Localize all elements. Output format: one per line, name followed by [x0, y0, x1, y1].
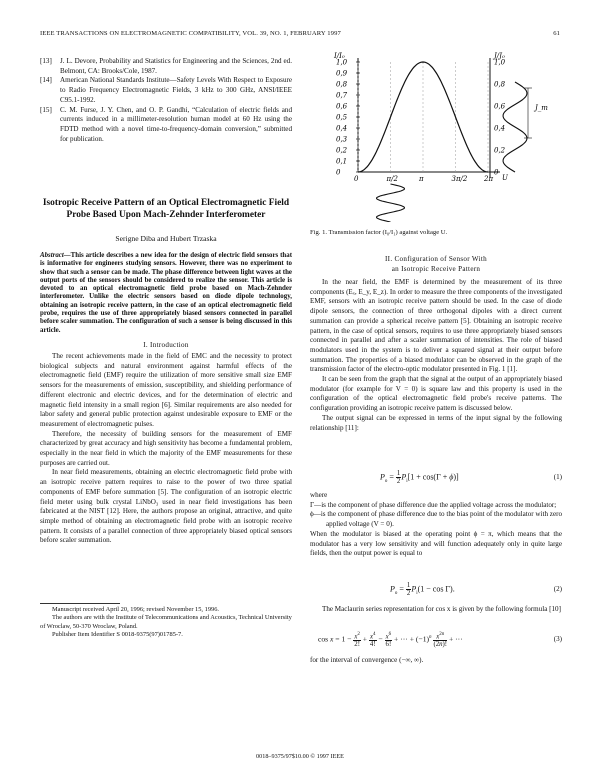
footnote-rule [40, 603, 120, 604]
left-tick-label: 0 [336, 168, 341, 177]
equation-number: (3) [553, 635, 562, 643]
where-block [310, 491, 562, 559]
right-tick-label: 0,8 [494, 80, 506, 89]
definition-gamma: Γ—is the component of phase difference due the applied voltage across the modulator; [310, 500, 557, 509]
section2-paragraph: When the modulator is biased at the operating point ϕ = π, which means that the modulator has a very low sensitivity and will function adequately only in quite large fields, then the output power is equal to [310, 529, 562, 558]
x-tick-label: 3π/2 [451, 175, 468, 183]
section-heading-line: an Isotropic Receive Pattern [391, 264, 481, 273]
equation-number: (1) [553, 473, 562, 481]
paper-title: Isotropic Receive Pattern of an Optical Electromagnetic Field Probe Based Upon Mach-Zehnder Interferometer [42, 198, 290, 220]
x-tick-labels [354, 175, 493, 183]
references-list [40, 57, 292, 144]
x-tick-label: 0 [354, 175, 359, 183]
left-tick-labels [336, 59, 360, 177]
left-axis-label: I/I₀ [334, 52, 345, 60]
reference-number: [14] [40, 76, 52, 85]
abstract [40, 252, 292, 335]
section2-paragraph: It can be seen from the graph that the signal at the output of an appropriately biased modulator (for example for V = 0) is square law and this property is used in the configuration of the optical electromagnetic field probe's receive patterns. The configuration providing an isotropic receive pattern is discussed below. [310, 375, 562, 413]
reference-item [40, 57, 292, 76]
section2-paragraph: for the interval of convergence (−∞, ∞). [310, 656, 424, 664]
right-mid-label: J_m [535, 104, 548, 112]
left-tick-label: 0,1 [336, 157, 348, 166]
section2-body [310, 278, 562, 433]
footnote [40, 606, 292, 640]
section2-paragraph: In the near field, the EMF is determined by the measurement of its three components (Eₓ, E_y, E_z). In order to measure the three components of the investigated EMF, sensors with an isotropic receive pattern should be used. In the case of diode dipole sensors, the connection of three orthogonal dipoles with a direct current summation can provide a spherical receive pattern [5]. Obtaining an isotropic receive pattern, in the case of optical sensors, requires to use three appropriately biased sensors connected in parallel and after a scaler summation of intensities. The role of biased modulators used in the system is to deliver a squared signal at their output before summation. The properties of a biased modulator can be observed in the graph of the transmission factor of the electro-optic modulator presented in Fig. 1 [1]. [310, 278, 562, 374]
page-number: 61 [553, 30, 560, 37]
reference-number: [13] [40, 57, 52, 65]
section-heading-intro: I. Introduction [143, 341, 189, 349]
section2-body-2 [310, 605, 562, 615]
left-tick-label: 0,5 [336, 113, 348, 122]
intro-paragraph: In near field measurements, obtaining an electric electromagnetic field probe with an isotropic receive pattern requires to raise to the power of two three spatial components of EMF before summation [5]. The configuration of an isotropic electric field meter using bulk crystal LiNbO₃ used in near field investigations has been fabricated at the NIST [12]. Here, the authors propose an original, attractive, and quite simple method of obtaining an electromagnetic field probe with an isotropic receive pattern. It consists of a parallel connection of three appropriately biased optical sensors before scaler summation. [40, 468, 292, 545]
x-tick-label: 2π [484, 175, 494, 183]
definition-phi: ϕ—is the component of phase difference due to the bias point of the modulator with zero applied voltage (V = 0). [310, 510, 563, 529]
journal-name: IEEE TRANSACTIONS ON ELECTROMAGNETIC COMPATIBILITY, VOL. 39, NO. 1, FEBRUARY 1997 [40, 30, 341, 37]
running-header [40, 30, 560, 37]
reference-text: C. M. Furse, J. Y. Chen, and O. P. Gandhi, “Calculation of electric fields and currents induced in a millimeter-resolution human model at 60 Hz using the FDTD method with a novel time-to-frequency-domain conversion,” submitted for publication. [60, 105, 292, 143]
left-tick-label: 0,2 [336, 146, 348, 155]
left-tick-label: 1,0 [336, 58, 348, 67]
reference-number: [15] [40, 105, 52, 114]
section-heading-line: II. Configuration of Sensor With [385, 255, 487, 263]
input-signal-wave [377, 184, 405, 222]
intro-body [40, 352, 292, 546]
reference-item [40, 76, 292, 105]
reference-text: J. L. Devore, Probability and Statistics for Engineering and the Sciences, 2nd ed. Belmont, CA: Brooks/Cole, 1987. [60, 57, 292, 75]
section2-paragraph: The output signal can be expressed in terms of the input signal by the following relationship [11]: [310, 413, 562, 432]
left-tick-label: 0,6 [336, 102, 348, 111]
left-tick-label: 0,3 [336, 135, 348, 144]
figure-caption: Fig. 1. Transmission factor (I₀/I₁) against voltage U. [310, 229, 448, 236]
right-tick-label: 0 [494, 168, 499, 177]
equation-3: cos x = 1 − $\frac{x^2}{2!}$ + $\frac{x^4}{4!}$ − $\frac{x^6}{6!}$ + ··· + $(-1)^n$ $\frac{x^{2n}}{(2n)!}$ + ··· (3) [318, 632, 562, 649]
section2-paragraph: The Maclaurin series representation for cos x is given by the following formula [10] [322, 605, 561, 613]
x-axis-label: U [502, 174, 508, 182]
equation-1: $P_o$ = $\frac{1}{2}$ $P_i[1 + \cos(\Gamma + \phi)]$ (1) [380, 470, 562, 485]
gridlines [358, 62, 488, 172]
equation-number: (2) [553, 585, 562, 593]
reference-item [40, 106, 292, 145]
right-tick-label: 1,0 [494, 58, 506, 67]
left-tick-label: 0,8 [336, 80, 348, 89]
transmission-figure [330, 50, 560, 222]
footnote-line: Manuscript received April 20, 1996; revised November 15, 1996. [52, 606, 220, 613]
section-heading-2 [310, 255, 562, 274]
intro-paragraph: Therefore, the necessity of building sensors for the measurement of EMF characterized by great accuracy and high sensitivity has become a fundamental problem, especially in the near field in which the majority of the EMF measurements for these purposes are carried out. [40, 429, 292, 467]
abstract-text: This article describes a new idea for the design of electric field sensors that is informative for engineers studying sensors. However, there was no experiment to show that such a sensor can be made. The phase difference between light waves at the output ports of the sensors should be considered to realize the sensor. This article is devoted to an optical electromagnetic field probe based on Mach-Zehnder interferometer. Unlike the electric sensors based on diode dipole technology, obtaining an isotropic receive pattern, in the case of an optical electromagnetic field probe, requires the use of three appropriately biased sensors connected in parallel before scaler summation. The configuration of such a sensor is being discussed in this article. [40, 252, 292, 334]
output-signal-wave [503, 82, 527, 172]
left-tick-label: 0,9 [336, 69, 348, 78]
footnote-line: The authors are with the Institute of Telecommunications and Acoustics, Technical University of Wroclaw, 50-370 Wroclaw, Poland. [40, 614, 292, 630]
intro-paragraph: The recent achievements made in the field of EMC and the necessity to protect biological subjects and natural environment against harmful effects of the electromagnetic field (EMF) require the utilization of more sensitive small size EMF sensors for the measurements of emission, susceptibility, and shielding performance of different electronic and electric devices, and for the determination of electric and magnetic field intensity in a small region [6]. Similar requirements are also needed for labor safety and general public protection against undesirable exposure to EMF or the measurement of electromagnetic pulses. [40, 352, 292, 428]
copyright-line: 0018–9375/97$10.00 © 1997 IEEE [256, 753, 344, 760]
right-tick-label: 0,4 [494, 124, 506, 133]
right-tick-label: 0,6 [494, 102, 506, 111]
abstract-label: Abstract— [40, 252, 71, 259]
paper-authors: Serigne Diba and Hubert Trzaska [115, 234, 217, 243]
x-tick-label: π [419, 175, 424, 183]
right-axis-label: J/J₀ [494, 52, 505, 60]
reference-text: American National Standards Institute—Safety Levels With Respect to Exposure to Radio Frequency Electromagnetic Fields, 3 kHz to 300 GHz, ANSI/IEEE C95.1-1992. [60, 76, 292, 104]
equation-2: $P_o$ = $\frac{1}{2}$ $P_i(1 - \cos \Gamma)$. (2) [390, 582, 562, 597]
where-label: where [310, 491, 328, 499]
x-tick-label: π/2 [386, 175, 398, 183]
left-tick-label: 0,4 [336, 124, 348, 133]
footnote-line: Publisher Item Identifier S 0018-9375(97)01785-7. [52, 631, 183, 639]
right-tick-label: 0,2 [494, 146, 506, 155]
left-tick-label: 0,7 [336, 91, 348, 100]
